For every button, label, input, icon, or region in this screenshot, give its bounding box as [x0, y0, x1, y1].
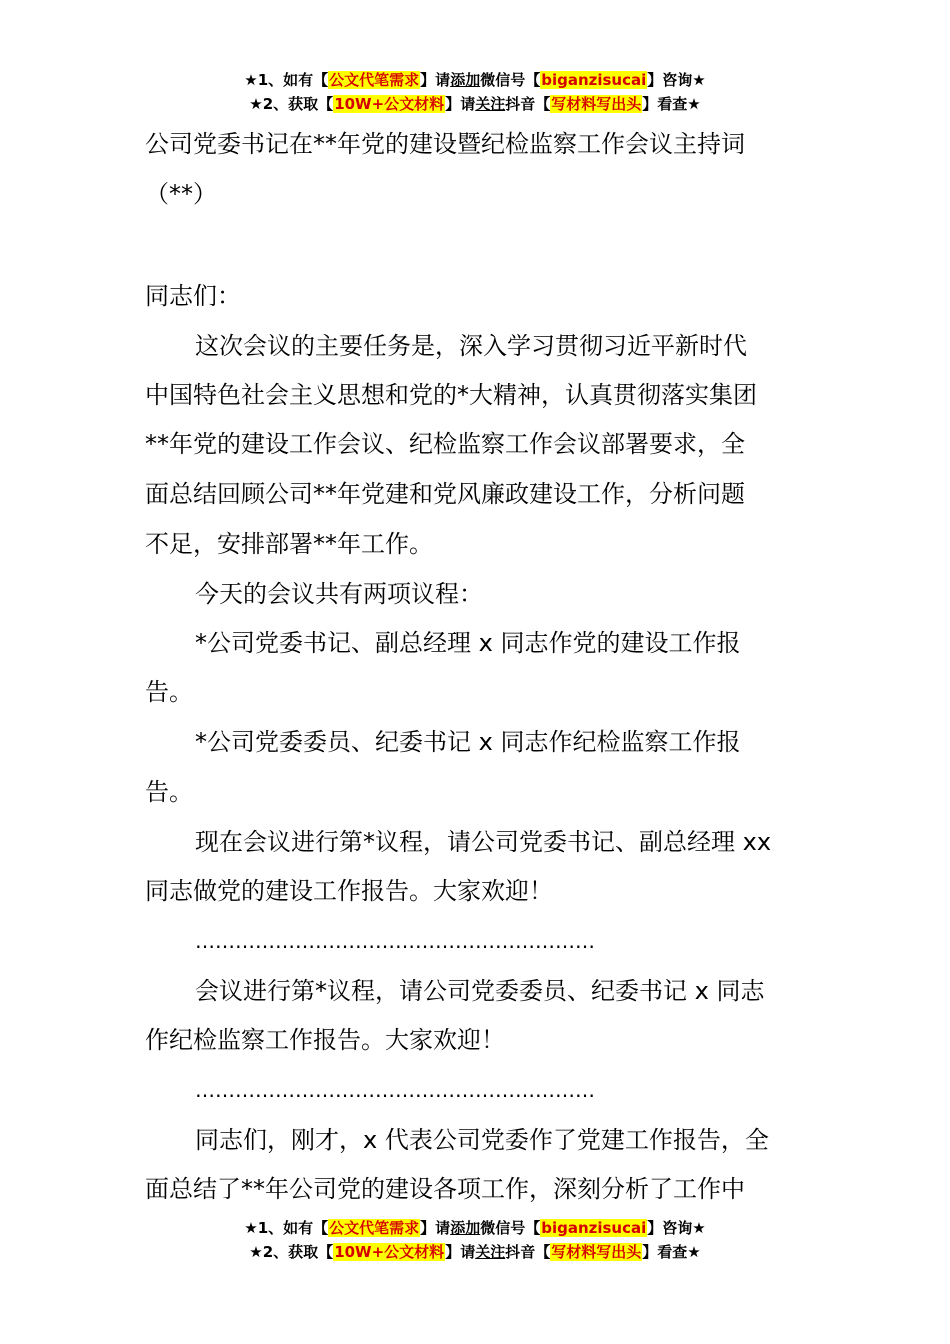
- promo-banner-top: [0, 68, 950, 116]
- paragraph-line: 这次会议的主要任务是，深入学习贯彻习近平新时代: [195, 332, 747, 360]
- promo-text: 】请: [420, 1219, 451, 1237]
- agenda-item-1-cont: 告。: [145, 678, 193, 706]
- agenda-item-2: *公司党委委员、纪委书记 x 同志作纪检监察工作报: [195, 728, 741, 756]
- ellipsis-divider: ……………………………………………………: [195, 929, 595, 953]
- paragraph-line: 作纪检监察工作报告。大家欢迎！: [145, 1026, 505, 1054]
- promo-text: 】请: [445, 95, 476, 113]
- promo-text: ★2、获取【: [249, 1243, 334, 1261]
- paragraph-line: 面总结回顾公司**年党建和党风廉政建设工作，分析问题: [145, 480, 745, 508]
- ellipsis-divider: ……………………………………………………: [195, 1078, 595, 1102]
- paragraph-line: 现在会议进行第*议程，请公司党委书记、副总经理 xx: [195, 828, 772, 856]
- promo-text: 】看查★: [642, 95, 701, 113]
- promo-wechat-id: biganzisucai: [541, 1219, 647, 1237]
- promo-text: 】咨询★: [647, 71, 706, 89]
- promo-text: 微信号【: [480, 71, 541, 89]
- paragraph-line: 同志们，刚才，x 代表公司党委作了党建工作报告，全: [195, 1126, 769, 1154]
- paragraph-line: 中国特色社会主义思想和党的*大精神，认真贯彻落实集团: [145, 381, 757, 409]
- promo-text: 】看查★: [642, 1243, 701, 1261]
- document-title-date: （**）: [145, 180, 217, 208]
- promo-line-2: [0, 1240, 950, 1264]
- promo-underlined: 关注: [475, 1243, 506, 1261]
- paragraph-line: 同志做党的建设工作报告。大家欢迎！: [145, 877, 553, 905]
- promo-banner-bottom: [0, 1216, 950, 1264]
- promo-line-2: [0, 92, 950, 116]
- promo-text: ★1、如有【: [244, 1219, 329, 1237]
- promo-text: ★1、如有【: [244, 71, 329, 89]
- promo-douyin-id: 写材料写出头: [551, 1243, 642, 1261]
- promo-underlined: 添加: [450, 71, 481, 89]
- promo-text: 抖音【: [505, 95, 551, 113]
- promo-line-1: [0, 68, 950, 92]
- paragraph-line: 会议进行第*议程，请公司党委委员、纪委书记 x 同志: [195, 977, 765, 1005]
- promo-douyin-id: 写材料写出头: [551, 95, 642, 113]
- paragraph-line: 今天的会议共有两项议程：: [195, 580, 483, 608]
- promo-text: 抖音【: [505, 1243, 551, 1261]
- paragraph-line: 不足，安排部署**年工作。: [145, 530, 433, 558]
- promo-highlight: 10W+公文材料: [334, 95, 445, 113]
- promo-wechat-id: biganzisucai: [541, 71, 647, 89]
- promo-underlined: 添加: [450, 1219, 481, 1237]
- promo-text: 】请: [445, 1243, 476, 1261]
- promo-text: 】请: [420, 71, 451, 89]
- promo-highlight: 10W+公文材料: [334, 1243, 445, 1261]
- promo-text: 】咨询★: [647, 1219, 706, 1237]
- promo-highlight: 公文代笔需求: [329, 1219, 420, 1237]
- agenda-item-2-cont: 告。: [145, 778, 193, 806]
- promo-text: ★2、获取【: [249, 95, 334, 113]
- agenda-item-1: *公司党委书记、副总经理 x 同志作党的建设工作报: [195, 629, 741, 657]
- promo-text: 微信号【: [480, 1219, 541, 1237]
- paragraph-line: 面总结了**年公司党的建设各项工作，深刻分析了工作中: [145, 1175, 745, 1203]
- promo-highlight: 公文代笔需求: [329, 71, 420, 89]
- promo-line-1: [0, 1216, 950, 1240]
- document-title: 公司党委书记在**年党的建设暨纪检监察工作会议主持词: [145, 130, 745, 158]
- paragraph-line: **年党的建设工作会议、纪检监察工作会议部署要求，全: [145, 430, 745, 458]
- promo-underlined: 关注: [475, 95, 506, 113]
- salutation: 同志们：: [145, 282, 241, 310]
